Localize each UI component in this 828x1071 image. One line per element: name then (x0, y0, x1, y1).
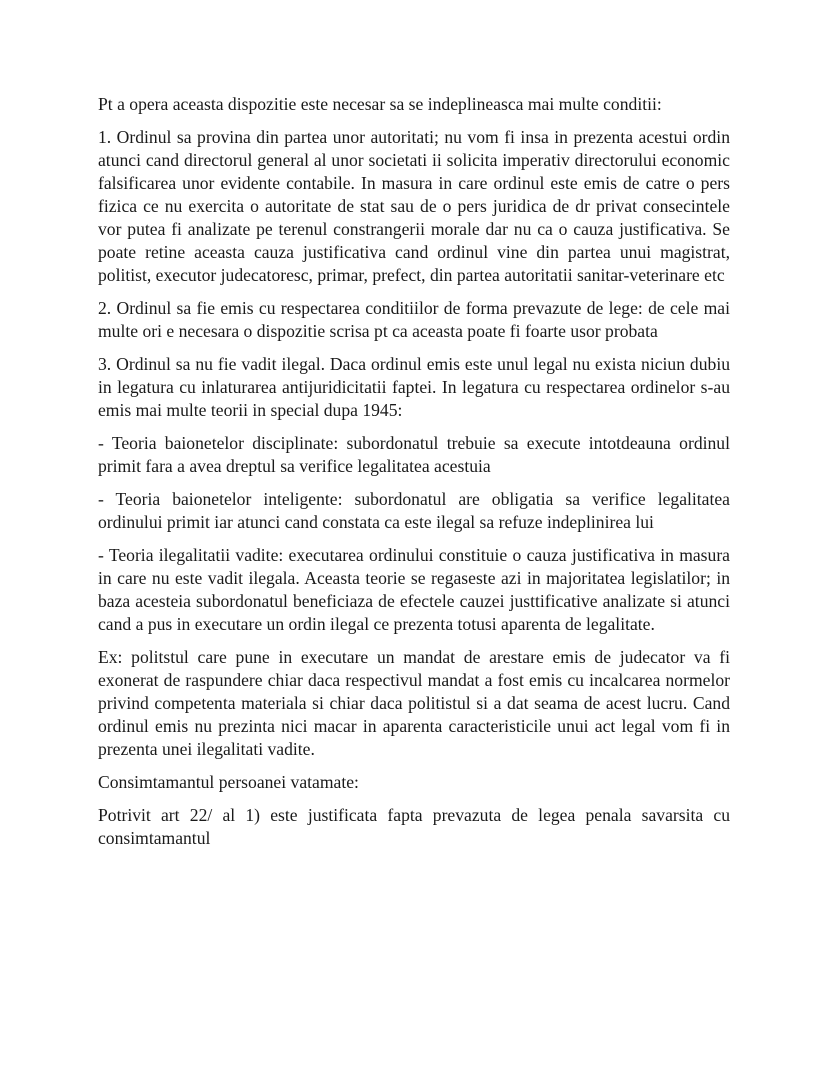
theory-intelligent-bayonets-paragraph: - Teoria baionetelor inteligente: subordonatul are obligatia sa verifice legalitatea ordinului primit iar atunci cand constata ca este ilegal sa refuze indeplinirea lui (98, 489, 730, 532)
example-paragraph: Ex: politstul care pune in executare un mandat de arestare emis de judecator va fi exonerat de raspundere chiar daca respectivul mandat a fost emis cu incalcarea normelor privind competenta materiala si chiar daca politistul si a dat seama de acest lucru. Cand ordinul emis nu prezinta nici macar in aparenta caracteristicile unui act legal vom fi in prezenta unei ilegalitati vadite. (98, 647, 730, 759)
theory-manifest-illegality-paragraph: - Teoria ilegalitatii vadite: executarea ordinului constituie o cauza justificativa in masura in care nu este vadit ilegala. Aceasta teorie se regaseste azi in majoritatea legislatilor; in baza acesteia subordonatul beneficiaza de efectele cauzei justtificative analizate si atunci cand a pus in executare un ordin ilegal ce prezenta totusi aparenta de legalitate. (98, 545, 730, 634)
condition-2-paragraph: 2. Ordinul sa fie emis cu respectarea conditiilor de forma prevazute de lege: de cele mai multe ori e necesara o dispozitie scrisa pt ca aceasta poate fi foarte usor probata (98, 298, 730, 341)
condition-3-paragraph: 3. Ordinul sa nu fie vadit ilegal. Daca ordinul emis este unul legal nu exista niciun dubiu in legatura cu inlaturarea antijuridicitatii faptei. In legatura cu respectarea ordinelor s-au emis mai multe teorii in special dupa 1945: (98, 354, 730, 420)
document-body (98, 93, 730, 860)
theory-disciplined-bayonets-paragraph: - Teoria baionetelor disciplinate: subordonatul trebuie sa execute intotdeauna ordinul primit fara a avea dreptul sa verifice legalitatea acestuia (98, 433, 730, 476)
intro-paragraph: Pt a opera aceasta dispozitie este necesar sa se indeplineasca mai multe conditii: (98, 94, 662, 114)
article-22-paragraph: Potrivit art 22/ al 1) este justificata fapta prevazuta de legea penala savarsita cu consimtamantul (98, 805, 730, 848)
section-heading-consent: Consimtamantul persoanei vatamate: (98, 772, 359, 792)
condition-1-paragraph: 1. Ordinul sa provina din partea unor autoritati; nu vom fi insa in prezenta acestui ordin atunci cand directorul general al unor societati ii solicita imperativ directorului economic falsificarea unor evidente contabile. In masura in care ordinul este emis de catre o pers fizica ce nu exercita o autoritate de stat sau de o pers juridica de dr privat consecintele vor putea fi analizate pe terenul constrangerii morale dar nu ca o cauza justificativa. Se poate retine aceasta cauza justificativa cand ordinul vine din partea unui magistrat, politist, executor judecatoresc, primar, prefect, din partea autoritatii sanitar-veterinare etc (98, 127, 730, 285)
